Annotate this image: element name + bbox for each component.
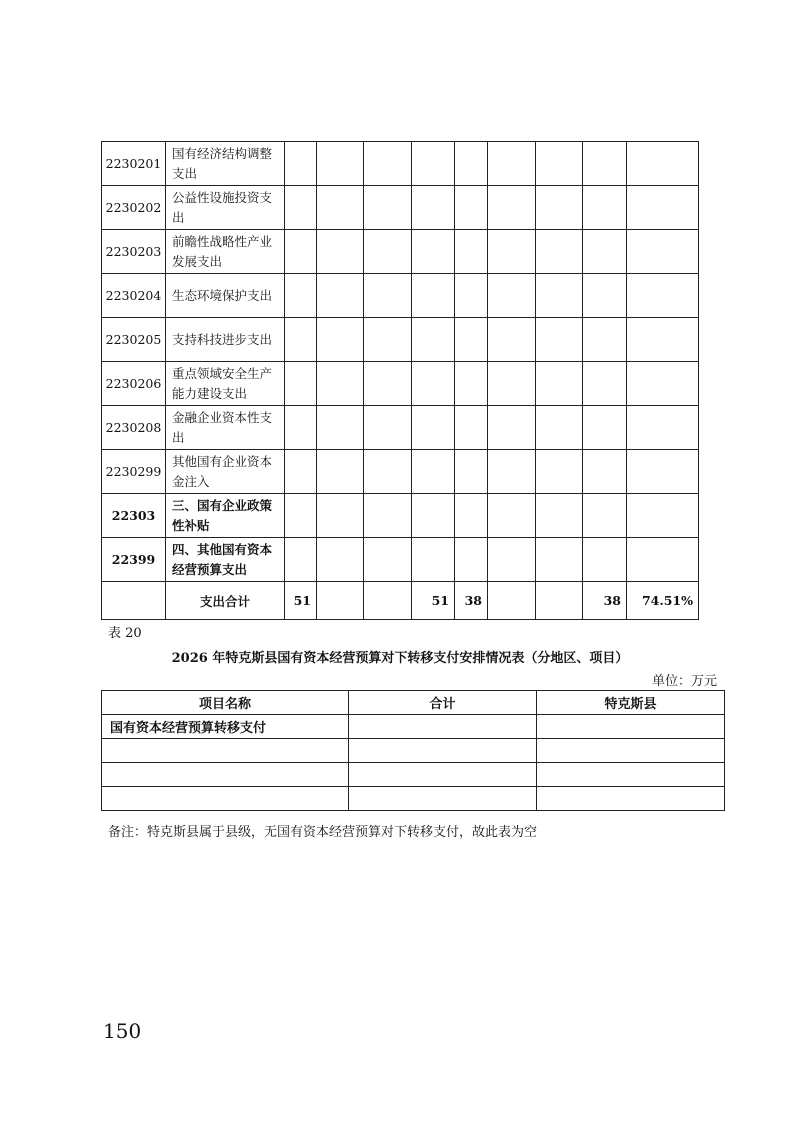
project-name-cell bbox=[102, 787, 349, 811]
value-cell bbox=[317, 142, 364, 186]
value-cell bbox=[412, 406, 455, 450]
value-cell bbox=[364, 494, 412, 538]
project-name-cell bbox=[102, 739, 349, 763]
value-cell bbox=[317, 274, 364, 318]
value-cell bbox=[627, 186, 699, 230]
table-row bbox=[102, 142, 699, 186]
subject-name: 公益性设施投资支出 bbox=[166, 186, 285, 230]
total-label: 支出合计 bbox=[166, 582, 285, 620]
value-cell bbox=[364, 230, 412, 274]
value-cell bbox=[536, 494, 583, 538]
table-row bbox=[102, 715, 725, 739]
column-header-tekes: 特克斯县 bbox=[537, 691, 725, 715]
value-cell bbox=[583, 230, 627, 274]
footnote: 备注：特克斯县属于县级，无国有资本经营预算对下转移支付，故此表为空 bbox=[108, 825, 538, 840]
table-row bbox=[102, 787, 725, 811]
value-cell bbox=[627, 494, 699, 538]
value-cell bbox=[412, 450, 455, 494]
table-title: 2026 年特克斯县国有资本经营预算对下转移支付安排情况表（分地区、项目） bbox=[171, 651, 629, 666]
value-cell bbox=[583, 494, 627, 538]
value-cell bbox=[583, 142, 627, 186]
value-cell bbox=[627, 538, 699, 582]
value-cell bbox=[488, 274, 536, 318]
value-cell bbox=[627, 318, 699, 362]
column-header-project-name: 项目名称 bbox=[102, 691, 349, 715]
subject-name: 重点领域安全生产能力建设支出 bbox=[166, 362, 285, 406]
value-cell bbox=[627, 274, 699, 318]
value-cell bbox=[349, 715, 537, 739]
value-cell bbox=[455, 406, 488, 450]
column-header-total: 合计 bbox=[349, 691, 537, 715]
total-value: 74.51% bbox=[627, 582, 699, 620]
value-cell bbox=[317, 186, 364, 230]
total-value: 51 bbox=[285, 582, 317, 620]
value-cell bbox=[412, 362, 455, 406]
subject-name: 其他国有企业资本金注入 bbox=[166, 450, 285, 494]
table-row bbox=[102, 538, 699, 582]
value-cell bbox=[412, 274, 455, 318]
value-cell bbox=[627, 450, 699, 494]
value-cell bbox=[537, 715, 725, 739]
table-row bbox=[102, 318, 699, 362]
value-cell bbox=[536, 362, 583, 406]
value-cell bbox=[536, 538, 583, 582]
value-cell bbox=[285, 362, 317, 406]
table-row bbox=[102, 362, 699, 406]
table-header-row bbox=[102, 691, 725, 715]
value-cell bbox=[412, 318, 455, 362]
value-cell bbox=[412, 142, 455, 186]
value-cell bbox=[364, 186, 412, 230]
subject-code: 22303 bbox=[102, 494, 166, 538]
value-cell bbox=[536, 318, 583, 362]
subject-name: 前瞻性战略性产业发展支出 bbox=[166, 230, 285, 274]
value-cell bbox=[537, 763, 725, 787]
value-cell bbox=[583, 450, 627, 494]
value-cell bbox=[488, 450, 536, 494]
value-cell bbox=[364, 450, 412, 494]
value-cell bbox=[364, 142, 412, 186]
value-cell bbox=[488, 186, 536, 230]
value-cell bbox=[583, 318, 627, 362]
value-cell bbox=[488, 406, 536, 450]
total-value: 51 bbox=[412, 582, 455, 620]
value-cell bbox=[317, 318, 364, 362]
subject-name: 国有经济结构调整支出 bbox=[166, 142, 285, 186]
value-cell bbox=[412, 494, 455, 538]
unit-label: 单位：万元 bbox=[651, 674, 717, 689]
value-cell bbox=[537, 739, 725, 763]
expenditure-table bbox=[101, 141, 699, 620]
value-cell bbox=[285, 142, 317, 186]
value-cell bbox=[285, 450, 317, 494]
total-value: 38 bbox=[583, 582, 627, 620]
value-cell bbox=[455, 318, 488, 362]
value-cell bbox=[285, 494, 317, 538]
value-cell bbox=[455, 538, 488, 582]
value-cell bbox=[536, 186, 583, 230]
value-cell bbox=[317, 450, 364, 494]
value-cell bbox=[455, 230, 488, 274]
value-cell bbox=[285, 406, 317, 450]
table-row bbox=[102, 763, 725, 787]
transfer-payment-table bbox=[101, 690, 725, 811]
value-cell bbox=[488, 494, 536, 538]
value-cell bbox=[455, 494, 488, 538]
subject-name: 三、国有企业政策性补贴 bbox=[166, 494, 285, 538]
value-cell bbox=[364, 406, 412, 450]
subject-code: 2230204 bbox=[102, 274, 166, 318]
value-cell bbox=[349, 739, 537, 763]
table-row bbox=[102, 274, 699, 318]
value-cell bbox=[488, 538, 536, 582]
value-cell bbox=[349, 763, 537, 787]
value-cell bbox=[455, 186, 488, 230]
value-cell bbox=[349, 787, 537, 811]
value-cell bbox=[536, 230, 583, 274]
table-row bbox=[102, 406, 699, 450]
value-cell bbox=[536, 142, 583, 186]
subject-code: 2230205 bbox=[102, 318, 166, 362]
subject-name: 四、其他国有资本经营预算支出 bbox=[166, 538, 285, 582]
value-cell bbox=[583, 274, 627, 318]
total-code-cell bbox=[102, 582, 166, 620]
value-cell bbox=[455, 362, 488, 406]
subject-code: 2230208 bbox=[102, 406, 166, 450]
value-cell bbox=[536, 406, 583, 450]
value-cell bbox=[285, 538, 317, 582]
subject-name: 金融企业资本性支出 bbox=[166, 406, 285, 450]
value-cell bbox=[488, 142, 536, 186]
value-cell bbox=[455, 450, 488, 494]
value-cell bbox=[364, 318, 412, 362]
value-cell bbox=[364, 274, 412, 318]
table-row bbox=[102, 494, 699, 538]
total-value bbox=[488, 582, 536, 620]
value-cell bbox=[455, 274, 488, 318]
table-caption: 表 20 bbox=[108, 626, 142, 641]
total-value: 38 bbox=[455, 582, 488, 620]
subject-code: 2230299 bbox=[102, 450, 166, 494]
value-cell bbox=[583, 362, 627, 406]
total-value bbox=[364, 582, 412, 620]
value-cell bbox=[317, 230, 364, 274]
subject-code: 22399 bbox=[102, 538, 166, 582]
value-cell bbox=[317, 406, 364, 450]
project-name-cell bbox=[102, 763, 349, 787]
value-cell bbox=[317, 538, 364, 582]
subject-code: 2230203 bbox=[102, 230, 166, 274]
value-cell bbox=[364, 362, 412, 406]
value-cell bbox=[627, 362, 699, 406]
value-cell bbox=[412, 186, 455, 230]
value-cell bbox=[488, 318, 536, 362]
value-cell bbox=[317, 494, 364, 538]
value-cell bbox=[412, 538, 455, 582]
value-cell bbox=[285, 318, 317, 362]
value-cell bbox=[317, 362, 364, 406]
value-cell bbox=[536, 450, 583, 494]
table-row bbox=[102, 230, 699, 274]
project-name-cell: 国有资本经营预算转移支付 bbox=[102, 715, 349, 739]
value-cell bbox=[583, 538, 627, 582]
total-row bbox=[102, 582, 699, 620]
table-row bbox=[102, 450, 699, 494]
value-cell bbox=[627, 406, 699, 450]
value-cell bbox=[583, 406, 627, 450]
subject-code: 2230202 bbox=[102, 186, 166, 230]
total-value bbox=[317, 582, 364, 620]
value-cell bbox=[285, 230, 317, 274]
value-cell bbox=[488, 362, 536, 406]
value-cell bbox=[627, 142, 699, 186]
value-cell bbox=[455, 142, 488, 186]
value-cell bbox=[583, 186, 627, 230]
subject-name: 支持科技进步支出 bbox=[166, 318, 285, 362]
subject-code: 2230206 bbox=[102, 362, 166, 406]
value-cell bbox=[536, 274, 583, 318]
table-row bbox=[102, 186, 699, 230]
value-cell bbox=[412, 230, 455, 274]
subject-code: 2230201 bbox=[102, 142, 166, 186]
value-cell bbox=[627, 230, 699, 274]
value-cell bbox=[364, 538, 412, 582]
value-cell bbox=[285, 274, 317, 318]
value-cell bbox=[285, 186, 317, 230]
subject-name: 生态环境保护支出 bbox=[166, 274, 285, 318]
value-cell bbox=[488, 230, 536, 274]
value-cell bbox=[537, 787, 725, 811]
page-number: 150 bbox=[103, 1019, 142, 1043]
total-value bbox=[536, 582, 583, 620]
table-row bbox=[102, 739, 725, 763]
